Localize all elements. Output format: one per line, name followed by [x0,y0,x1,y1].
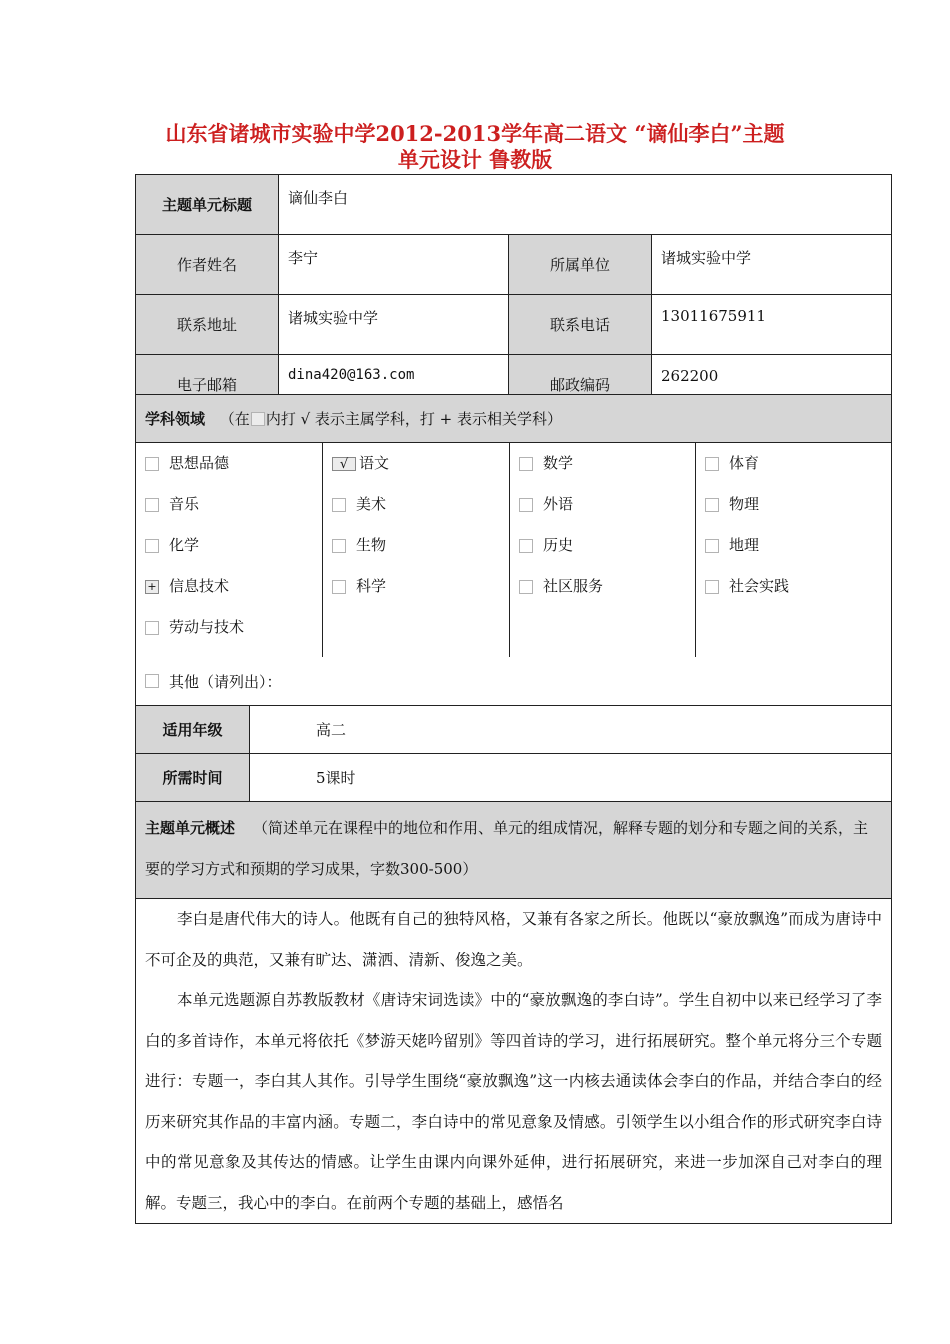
checkbox-icon[interactable] [332,539,346,553]
postcode-value: 262200 [652,355,892,415]
subject-other[interactable]: 其他（请列出）： [136,657,892,706]
phone-label: 联系电话 [509,295,652,355]
subject-item-pe[interactable]: 体育 [696,443,891,484]
subject-header-note-end: 内打 √ 表示主属学科，打 + 表示相关学科） [265,410,563,428]
subject-column-2 [323,443,510,658]
subject-column-3 [510,443,696,658]
title-line-2: 单元设计 鲁教版 [397,147,553,172]
theme-value: 谪仙李白 [279,175,892,235]
author-label: 作者姓名 [136,235,279,295]
subject-item-history[interactable]: 历史 [510,525,695,566]
overview-header [136,802,892,899]
postcode-label: 邮政编码 [509,355,652,415]
subject-item-music[interactable]: 音乐 [136,484,322,525]
subject-item-foreign-language[interactable]: 外语 [510,484,695,525]
overview-paragraph-1: 李白是唐代伟大的诗人。他既有自己的独特风格，又兼有各家之所长。他既以“豪放飘逸”而成为唐诗中不可企及的典范，又兼有旷达、潇洒、清新、俊逸之美。 [145,910,883,969]
checkbox-icon[interactable] [332,580,346,594]
theme-label: 主题单元标题 [136,175,279,235]
subject-item-ethics[interactable]: 思想品德 [136,443,322,484]
subject-item-math[interactable]: 数学 [510,443,695,484]
address-value: 诸城实验中学 [279,295,509,355]
unit-value: 诸城实验中学 [652,235,892,295]
subject-item-labor[interactable]: 劳动与技术 [136,607,322,648]
checkbox-plus-icon[interactable]: + [145,580,159,594]
checkbox-icon[interactable] [705,498,719,512]
address-label: 联系地址 [136,295,279,355]
duration-label: 所需时间 [136,754,250,802]
checkbox-icon[interactable] [145,621,159,635]
unit-label: 所属单位 [509,235,652,295]
info-table [135,174,892,415]
checkbox-checked-icon[interactable]: √ [332,457,356,471]
overview-note: （简述单元在课程中的地位和作用、单元的组成情况，解释专题的划分和专题之间的关系，主要的学习方式和预期的学习成果，字数300-500） [145,819,869,878]
checkbox-icon[interactable] [145,498,159,512]
subject-column-4 [696,443,892,658]
subject-item-it[interactable]: + 信息技术 [136,566,322,607]
checkbox-icon[interactable] [519,498,533,512]
phone-value: 13011675911 [652,295,892,355]
subject-item-social-practice[interactable]: 社会实践 [696,566,891,607]
checkbox-icon[interactable] [705,580,719,594]
document-title [80,121,870,173]
subject-item-biology[interactable]: 生物 [323,525,509,566]
duration-value: 5课时 [250,754,892,802]
checkbox-icon[interactable] [519,539,533,553]
checkbox-icon[interactable] [145,457,159,471]
subject-header-note-start: （在 [219,410,250,428]
subject-item-geography[interactable]: 地理 [696,525,891,566]
title-line-1: 山东省诸城市实验中学2012-2013学年高二语文 “谪仙李白”主题 [165,121,785,146]
checkbox-icon[interactable] [145,539,159,553]
overview-paragraph-2: 本单元选题源自苏教版教材《唐诗宋词选读》中的“豪放飘逸的李白诗”。学生自初中以来已经学习了李白的多首诗作，本单元将依托《梦游天姥吟留别》等四首诗的学习，进行拓展研究。整个单元将分三个专题进行：专题一，李白其人其作。引导学生围绕“豪放飘逸”这一内核去通读体会李白的作品，并结合李白的经历来研究其作品的丰富内涵。专题二，李白诗中的常见意象及情感。引领学生以小组合作的形式研究李白诗中的常见意象及其传达的情感。让学生由课内向课外延伸，进行拓展研究，来进一步加深自己对李白的理解。专题三，我心中的李白。在前两个专题的基础上，感悟名 [145,991,883,1212]
checkbox-icon[interactable] [519,457,533,471]
overview-label: 主题单元概述 [145,819,236,837]
email-label: 电子邮箱 [136,355,279,415]
subject-item-chemistry[interactable]: 化学 [136,525,322,566]
overview-body [136,899,892,1224]
checkbox-sample-icon [251,412,265,426]
checkbox-icon[interactable] [705,539,719,553]
checkbox-icon[interactable] [332,498,346,512]
subject-item-community-service[interactable]: 社区服务 [510,566,695,607]
subject-item-chinese[interactable]: √ 语文 [323,443,509,484]
subject-table [135,394,892,1224]
grade-value: 高二 [250,706,892,754]
author-value: 李宁 [279,235,509,295]
subject-header-label: 学科领域 [145,410,206,428]
grade-label: 适用年级 [136,706,250,754]
subject-item-science[interactable]: 科学 [323,566,509,607]
subject-column-1 [136,443,323,658]
subject-item-physics[interactable]: 物理 [696,484,891,525]
email-value: dina420@163.com [279,355,509,415]
subject-item-art[interactable]: 美术 [323,484,509,525]
checkbox-icon[interactable] [519,580,533,594]
subject-header [136,395,892,443]
checkbox-icon[interactable] [145,674,159,688]
checkbox-icon[interactable] [705,457,719,471]
